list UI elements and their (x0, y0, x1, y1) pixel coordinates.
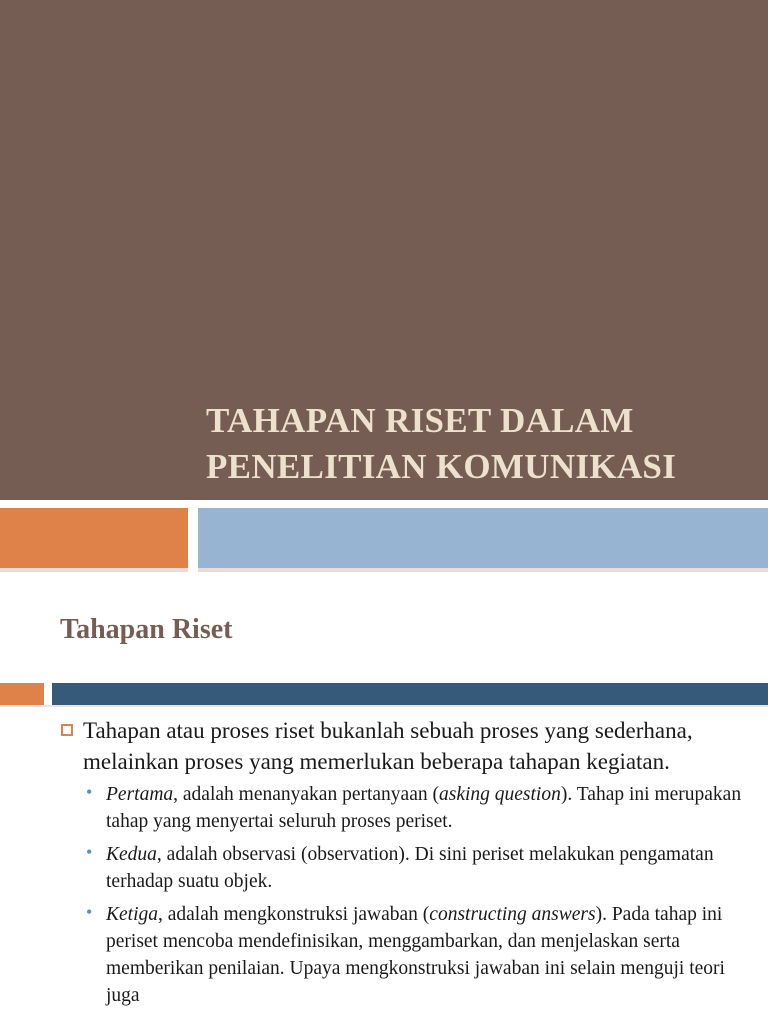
blue-accent-bar (198, 508, 768, 568)
intro-text: Tahapan atau proses riset bukanlah sebuah proses yang sederhana, melainkan proses yang memerlukan beberapa tahapan kegiatan. (83, 718, 693, 774)
list-item (60, 781, 760, 835)
heading-bar-shadow (0, 705, 768, 707)
orange-accent-bar-shadow (0, 568, 188, 572)
orange-accent-bar (0, 508, 188, 568)
level1-bullet-item (60, 715, 760, 777)
level2-bullet-list (60, 781, 760, 1009)
hollow-square-icon (61, 724, 73, 736)
slide-title-line-1: TAHAPAN RISET DALAM (206, 401, 634, 440)
content-body (60, 715, 760, 1015)
list-item (60, 901, 760, 1009)
blue-accent-bar-shadow (198, 568, 768, 572)
content-slide (0, 574, 768, 1024)
item-text: , adalah mengkonstruksi jawaban ( (158, 904, 430, 925)
item-text: , adalah menanyakan pertanyaan ( (173, 784, 439, 805)
item-lead: Kedua (106, 844, 157, 865)
item-term: asking question (438, 784, 561, 805)
slide-title-line-2: PENELITIAN KOMUNIKASI (206, 447, 677, 486)
item-text-continued: ). Tahap ini merupakan tahap yang menyertai seluruh proses periset. (106, 784, 742, 832)
item-text-continued: ). Pada tahap ini periset mencoba mendefinisikan, menggambarkan, dan menjelaskan serta memberikan penilaian. Upaya mengkonstruksi jawaban ini selain menguji teori juga (106, 904, 725, 1006)
item-term: constructing answers (429, 904, 596, 925)
heading-orange-bar (0, 683, 44, 705)
list-item (60, 841, 760, 895)
item-lead: Pertama (106, 784, 174, 805)
content-slide-heading: Tahapan Riset (60, 614, 233, 645)
dot-icon: • (86, 782, 93, 802)
item-text: , adalah observasi (observation). Di sini periset melakukan pengamatan terhadap suatu objek. (106, 844, 714, 892)
dot-icon: • (86, 842, 93, 862)
item-lead: Ketiga (106, 904, 158, 925)
heading-blue-bar (52, 683, 768, 705)
slide-title (206, 398, 756, 490)
dot-icon: • (86, 902, 93, 922)
